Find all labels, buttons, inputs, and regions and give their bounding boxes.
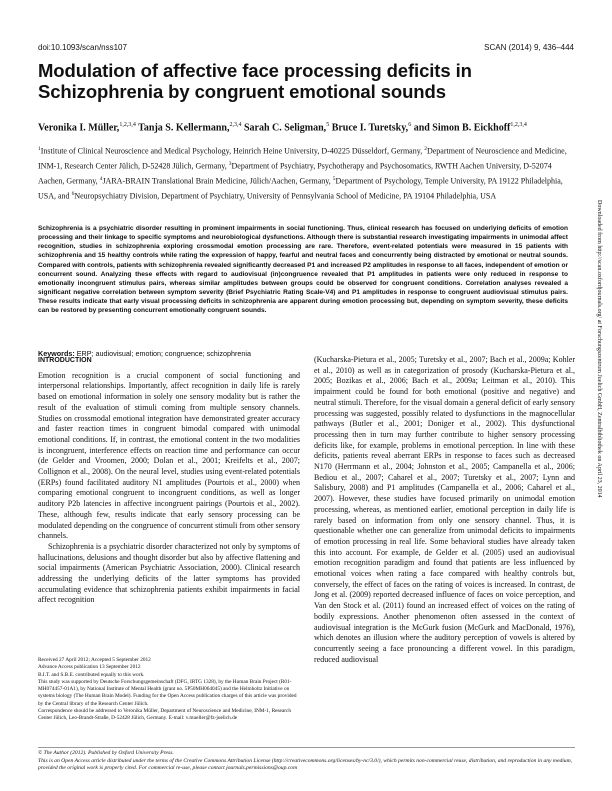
affiliation-marker: 1 bbox=[38, 146, 41, 152]
section-heading-introduction: INTRODUCTION bbox=[38, 357, 92, 364]
body-paragraph: Schizophrenia is a psychiatric disorder characterized not only by symptoms of hallucinations, delusions and thought disorder but also by affective flattening and social impairments (American Psychiatric Association, 2000). Clinical research addressing the underlying deficits of the latter symptoms has provided accumulating evidence that schizophrenia patients exhibit impairments in facial affect recognition bbox=[38, 541, 300, 605]
affiliation-text: Department of Neuroscience and Medicine, INM-1, Research Center Jülich, D-52428 Jülich, Germany, bbox=[38, 146, 567, 171]
author-affiliation-marker: 1,2,3,4 bbox=[119, 122, 136, 128]
doi-header: doi:10.1093/scan/nss107 bbox=[38, 43, 127, 52]
affiliation-text: Department of Psychiatry, Psychotherapy and Psychosomatics, RWTH Aachen University, D-52074 Aachen, Germany, bbox=[38, 161, 552, 186]
download-watermark-text: Downloaded from http://scan.oxfordjournals.org/ at Forschungszentrum Juelich GmbH, Zentralbibliothek on April 23, 2014 bbox=[596, 200, 602, 498]
author-name: Veronika I. Müller, bbox=[38, 122, 120, 134]
body-column-right bbox=[314, 355, 575, 665]
body-column-left bbox=[38, 356, 300, 606]
body-paragraph: (Kucharska-Pietura et al., 2005; Turetsky et al., 2007; Bach et al., 2009a; Kohler et al., 2010) as well as in categorization of prosody (Kucharska-Pietura et al., 2005; Bozikas et al., 2006; Bach et al., 2009a; Leitman et al., 2010). This impairment could be found for both emotional (positive and negative) and neutral stimuli. Therefore, for the visual domain a general deficit of early sensory processing was suggested, possibly related to dysfunctions in the magnocellular pathways (Butler et al., 2001; Doniger et al., 2002). This dysfunctional processing then in turn may further contribute to higher sensory processing deficits like, for example, problems in emotional perception. In line with these deficits, patients reveal aberrant ERPs in response to faces such as decreased N170 (Herrmann et al., 2004; Johnston et al., 2005; Campanella et al., 2006; Bediou et al., 2007; Caharel et al., 2007; Turetsky et al., 2007; Lynn and Salisbury, 2008) and P1 amplitudes (Campanella et al., 2006; Caharel et al., 2007). However, these studies have focused primarily on unimodal emotion processing, whereas, as mentioned earlier, emotional perception in daily life is rarely based on information from only one sensory channel. Thus, it is questionable whether one can generalize from unimodal deficits to impairments of emotion processing in real life. Some behavioral studies have already taken this into account. For example, de Gelder et al. (2005) used an audiovisual emotion recognition paradigm and found that patients are less influenced by emotional voices when rating a face compared with healthy controls but, conversely, the effect of faces on the rating of voices is increased. In contrast, de Jong et al. (2009) reported decreased influence of faces on voice perception, and Van den Stock et al. (2011) found an increased effect of voices on the rating of bodily expressions. Another phenomenon often assessed in the context of audiovisual integration is the McGurk fusion (McGurk and MacDonald, 1976), which denotes an illusion where the auditory perception of vowels is altered by concurrently seeing a face pronouncing a different vowel. In this paradigm, reduced audiovisual bbox=[314, 355, 575, 664]
affiliation-text: Neuropsychiatry Division, Department of Psychiatry, University of Pennsylvania School of Medicine, PA 19104 Philadelphia, USA bbox=[74, 191, 497, 201]
affiliation-text: Department of Psychology, Temple University, PA 19122 Philadelphia, USA, and bbox=[38, 176, 563, 201]
license-text: This is an Open Access article distributed under the terms of the Creative Commons Attribution License (http://creativecommons.org/licenses/by-nc/3.0/), which permits non-commercial reuse, distribution, and reproduction in any medium, provided the original work is properly cited. For commercial re-use, please contact journals.permissions@oup.com bbox=[38, 757, 573, 772]
article-history-notes bbox=[38, 657, 300, 723]
author-name: Sarah C. Seligman, bbox=[243, 122, 327, 134]
affiliation-marker: 5 bbox=[332, 175, 336, 182]
author-name: Tanja S. Kellermann, bbox=[138, 122, 230, 134]
author-affiliation-marker: 1,2,3,4 bbox=[510, 122, 527, 128]
title-line-2: Schizophrenia by congruent emotional sounds bbox=[38, 81, 446, 102]
author-affiliation-marker: 6 bbox=[408, 122, 412, 128]
affiliation-marker: 6 bbox=[71, 190, 75, 197]
author-affiliation-marker: 5 bbox=[326, 122, 330, 128]
affiliations bbox=[38, 143, 578, 202]
license-footer bbox=[38, 750, 575, 773]
funding-note: This study was supported by Deutsche Forschungsgemeinschaft (DFG, IRTG 1328), by the Human Brain Project (R01-MH074457-01A1), by National Institute of Mental Health (grant no. 5P50MH064045) and the Helmholtz Initiative on systems biology (The Human Brain Model). Funding for the Open Access publication charges of this article was provided by the Central library of the Research Center Jülich. bbox=[38, 678, 297, 707]
journal-header: SCAN (2014) 9, 436–444 bbox=[484, 43, 574, 52]
title-line-1: Modulation of affective face processing deficits in bbox=[38, 60, 472, 81]
download-watermark bbox=[596, 200, 608, 620]
copyright-line: © The Author (2012). Published by Oxford University Press. bbox=[38, 750, 174, 756]
affiliation-marker: 3 bbox=[228, 160, 232, 167]
footer-divider bbox=[38, 747, 575, 748]
paper-title bbox=[38, 60, 558, 102]
equal-contribution-note: B.I.T. and S.B.E. contributed equally to this work. bbox=[38, 671, 145, 678]
advance-access-date: Advance Access publication 13 September 2012 bbox=[38, 664, 141, 671]
author-affiliation-marker: 2,3,4 bbox=[229, 122, 242, 128]
keywords-text: ERP; audiovisual; emotion; congruence; schizophrenia bbox=[74, 349, 251, 358]
keywords-label: Keywords: bbox=[38, 349, 75, 358]
author-name: Bruce I. Turetsky, bbox=[331, 122, 409, 134]
affiliation-marker: 4 bbox=[99, 175, 103, 182]
affiliation-text: JARA-BRAIN Translational Brain Medicine, Jülich/Aachen, Germany, bbox=[102, 176, 333, 186]
body-paragraph: Emotion recognition is a crucial component of social functioning and interpersonal relationships. Importantly, affect recognition in daily life is rarely based on emotional information in solely one sensory modality but is rather the result of the evaluation of stimuli coming from multiple sensory channels. Studies on crossmodal emotional integration have demonstrated greater accuracy and faster reaction times in congruent bimodal compared with unimodal emotional conditions. If, in contrast, the emotional content in the two modalities is incongruent, interference effects on reaction time and performance can occur (de Gelder and Vroomen, 2000; Dolan et al., 2001; Kreifelts et al., 2007; Collignon et al., 2008). On the neural level, studies using event-related potentials (ERPs) found facilitated auditory N1 amplitudes (Pourtois et al., 2000) when comparing emotional congruent to incongruent conditions, as well as longer auditory P2b latencies in affective incongruent pairings (Pourtois et al., 2002). These, although few, results indicate that early sensory processing can be modulated depending on the congruence of concurrent stimuli from other sensory channels. bbox=[38, 370, 300, 541]
author-list bbox=[38, 119, 578, 134]
affiliation-marker: 2 bbox=[424, 146, 427, 152]
affiliation-text: Institute of Clinical Neuroscience and Medical Psychology, Heinrich Heine University, D-40225 Düsseldorf, Germany, bbox=[40, 146, 425, 156]
author-name: and Simon B. Eickhoff bbox=[413, 122, 511, 134]
correspondence-note: Correspondence should be addressed to Veronika Müller, Department of Neuroscience and Medicine, INM-1, Research Center Jülich, Leo-Brandt-Straße, D-52428 Jülich, Germany. E-mail: v.mueller@fz-juelich.de bbox=[38, 708, 291, 722]
received-date: Received 27 April 2012; Accepted 5 September 2012 bbox=[38, 657, 151, 663]
abstract: Schizophrenia is a psychiatric disorder resulting in prominent impairments in social functioning. Thus, clinical research has focused on underlying deficits of emotion processing and their linkage to specific symptoms and neurobiological dysfunctions. Although there is substantial research investigating impairments in unimodal affect recognition, studies in schizophrenia exploring crossmodal emotion processing are rare. Therefore, event-related potentials were measured in 15 patients with schizophrenia and 15 healthy controls while rating the expression of happy, fearful and neutral faces and concurrently being distracted by emotional or neutral sounds. Compared with controls, patients with schizophrenia revealed significantly decreased P1 and increased P2 amplitudes in response to all faces, independent of emotion or concurrent sound. Analyzing these effects with regard to audiovisual (in)congruence revealed that P1 amplitudes in patients were only reduced in response to emotionally incongruent stimulus pairs, whereas similar amplitudes between groups could be observed for congruent conditions. Correlation analyses revealed a significant negative correlation between symptom severity (Brief Psychiatric Rating Scale-V4) and P1 amplitudes in response to congruent audiovisual stimulus pairs. These results indicate that early visual processing deficits in schizophrenia are apparent during emotion processing but, depending on symptom severity, these deficits can be restored by presenting concurrent emotionally congruent sounds. bbox=[38, 225, 568, 315]
